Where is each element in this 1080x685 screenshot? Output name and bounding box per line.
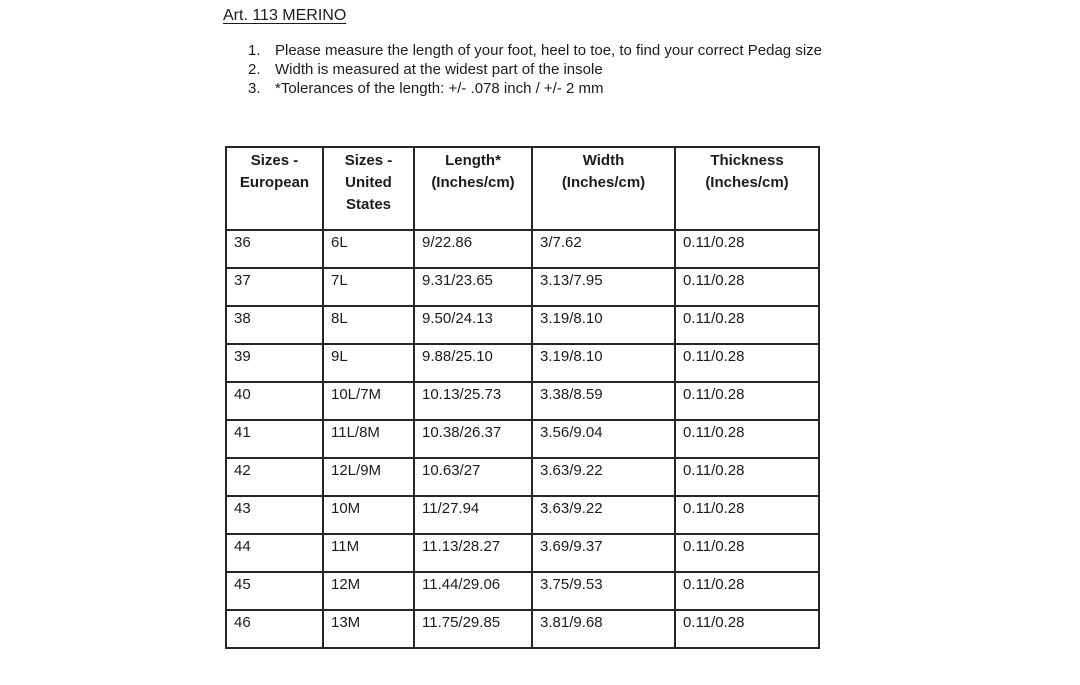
cell-eu-size: 36 <box>226 230 323 268</box>
table-row <box>226 230 819 268</box>
cell-length: 9/22.86 <box>414 230 532 268</box>
cell-thickness: 0.11/0.28 <box>675 230 819 268</box>
cell-length: 11.44/29.06 <box>414 572 532 610</box>
cell-eu-size: 46 <box>226 610 323 648</box>
cell-width: 3.63/9.22 <box>532 496 675 534</box>
cell-width: 3.13/7.95 <box>532 268 675 306</box>
cell-us-size: 10L/7M <box>323 382 414 420</box>
cell-thickness: 0.11/0.28 <box>675 610 819 648</box>
table-row <box>226 458 819 496</box>
cell-eu-size: 38 <box>226 306 323 344</box>
cell-thickness: 0.11/0.28 <box>675 420 819 458</box>
cell-width: 3.63/9.22 <box>532 458 675 496</box>
table-row <box>226 534 819 572</box>
cell-us-size: 12M <box>323 572 414 610</box>
cell-width: 3.56/9.04 <box>532 420 675 458</box>
cell-width: 3.19/8.10 <box>532 306 675 344</box>
cell-thickness: 0.11/0.28 <box>675 344 819 382</box>
cell-thickness: 0.11/0.28 <box>675 382 819 420</box>
list-item-number: 2. <box>248 61 261 78</box>
list-item-number: 3. <box>248 80 261 97</box>
table-row <box>226 420 819 458</box>
cell-thickness: 0.11/0.28 <box>675 306 819 344</box>
cell-eu-size: 41 <box>226 420 323 458</box>
column-header-sizes-us: Sizes - United States <box>323 147 414 230</box>
cell-us-size: 11L/8M <box>323 420 414 458</box>
table-row <box>226 572 819 610</box>
size-chart-table <box>225 146 820 649</box>
cell-us-size: 11M <box>323 534 414 572</box>
cell-thickness: 0.11/0.28 <box>675 534 819 572</box>
cell-width: 3.69/9.37 <box>532 534 675 572</box>
cell-us-size: 9L <box>323 344 414 382</box>
list-item <box>248 60 822 79</box>
cell-width: 3.75/9.53 <box>532 572 675 610</box>
list-item-text: Width is measured at the widest part of the insole <box>275 61 603 78</box>
cell-length: 10.13/25.73 <box>414 382 532 420</box>
cell-us-size: 13M <box>323 610 414 648</box>
cell-us-size: 12L/9M <box>323 458 414 496</box>
cell-eu-size: 40 <box>226 382 323 420</box>
list-item-text: *Tolerances of the length: +/- .078 inch / +/- 2 mm <box>275 80 604 97</box>
cell-length: 9.31/23.65 <box>414 268 532 306</box>
cell-width: 3.81/9.68 <box>532 610 675 648</box>
table-row <box>226 382 819 420</box>
list-item-number: 1. <box>248 42 261 59</box>
cell-eu-size: 39 <box>226 344 323 382</box>
cell-thickness: 0.11/0.28 <box>675 268 819 306</box>
column-header-length: Length* (Inches/cm) <box>414 147 532 230</box>
cell-us-size: 8L <box>323 306 414 344</box>
cell-us-size: 7L <box>323 268 414 306</box>
cell-us-size: 10M <box>323 496 414 534</box>
list-item-text: Please measure the length of your foot, heel to toe, to find your correct Pedag size <box>275 42 822 59</box>
cell-eu-size: 37 <box>226 268 323 306</box>
cell-length: 11/27.94 <box>414 496 532 534</box>
cell-length: 9.50/24.13 <box>414 306 532 344</box>
cell-eu-size: 45 <box>226 572 323 610</box>
cell-length: 9.88/25.10 <box>414 344 532 382</box>
cell-us-size: 6L <box>323 230 414 268</box>
cell-length: 10.63/27 <box>414 458 532 496</box>
column-header-sizes-european: Sizes - European <box>226 147 323 230</box>
cell-length: 10.38/26.37 <box>414 420 532 458</box>
page-title: Art. 113 MERINO <box>223 7 347 24</box>
instructions-list <box>248 41 822 98</box>
column-header-width: Width (Inches/cm) <box>532 147 675 230</box>
list-item <box>248 41 822 60</box>
table-row <box>226 496 819 534</box>
cell-thickness: 0.11/0.28 <box>675 572 819 610</box>
cell-width: 3.38/8.59 <box>532 382 675 420</box>
cell-eu-size: 42 <box>226 458 323 496</box>
table-row <box>226 306 819 344</box>
cell-eu-size: 43 <box>226 496 323 534</box>
cell-width: 3.19/8.10 <box>532 344 675 382</box>
table-header-row <box>226 147 819 230</box>
column-header-thickness: Thickness (Inches/cm) <box>675 147 819 230</box>
list-item <box>248 79 822 98</box>
cell-width: 3/7.62 <box>532 230 675 268</box>
table-row <box>226 610 819 648</box>
cell-thickness: 0.11/0.28 <box>675 458 819 496</box>
cell-thickness: 0.11/0.28 <box>675 496 819 534</box>
cell-eu-size: 44 <box>226 534 323 572</box>
table-row <box>226 268 819 306</box>
cell-length: 11.13/28.27 <box>414 534 532 572</box>
table-row <box>226 344 819 382</box>
cell-length: 11.75/29.85 <box>414 610 532 648</box>
